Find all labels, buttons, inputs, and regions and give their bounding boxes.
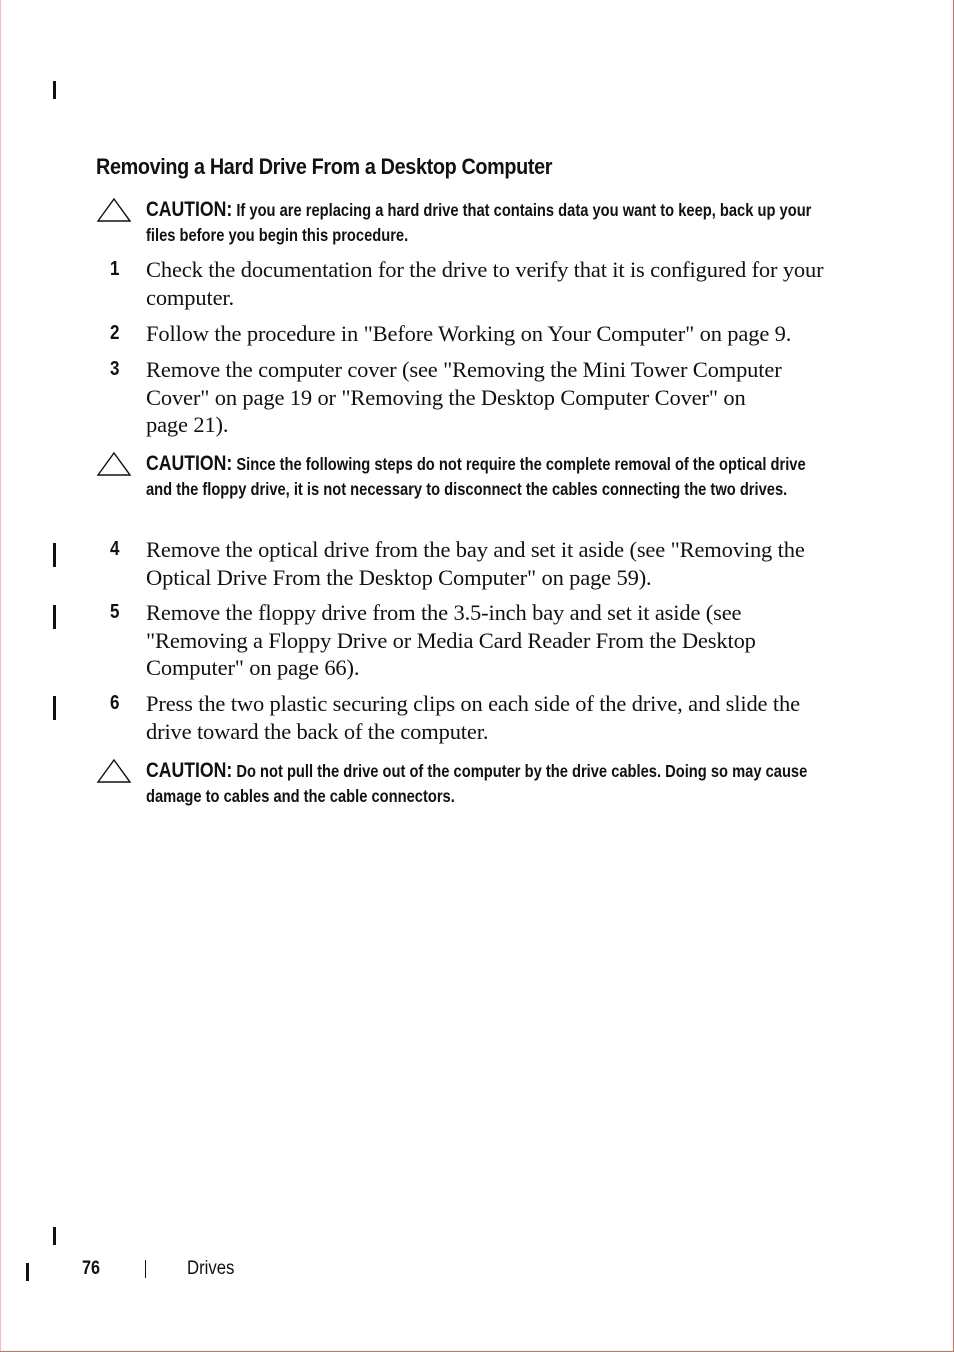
change-bar <box>53 81 56 99</box>
caution-triangle-icon <box>96 758 132 784</box>
step-text: Remove the optical drive from the bay and set it aside (see "Removing the Optical Drive From the Desktop Computer" on page 59). <box>146 537 805 590</box>
caution-text <box>146 197 835 248</box>
caution-body: Do not pull the drive out of the computer by the drive cables. Doing so may cause damage to cables and the cable connectors. <box>146 761 808 806</box>
page-edge-left <box>0 0 1 1352</box>
caution-label: CAUTION: <box>146 198 233 221</box>
caution-text <box>146 758 843 809</box>
caution-triangle-icon <box>96 451 132 477</box>
change-bar <box>26 1263 29 1281</box>
change-bar <box>53 1227 56 1245</box>
caution-text <box>146 451 818 502</box>
change-bar <box>53 696 56 720</box>
step-text: Check the documentation for the drive to verify that it is configured for your computer. <box>146 257 824 310</box>
change-bar <box>53 543 56 567</box>
step-text: Press the two plastic securing clips on each side of the drive, and slide the drive toward the back of the computer. <box>146 691 800 744</box>
caution-body: If you are replacing a hard drive that contains data you want to keep, back up your files before you begin this procedure. <box>146 200 812 245</box>
caution-label: CAUTION: <box>146 759 233 782</box>
caution-label: CAUTION: <box>146 452 233 475</box>
step-number: 4 <box>110 538 120 560</box>
caution-body: Since the following steps do not require the complete removal of the optical drive and the floppy drive, it is not necessary to disconnect the cables connecting the two drives. <box>146 454 806 499</box>
step-number: 1 <box>110 258 120 280</box>
change-bar <box>53 605 56 629</box>
step-text: Remove the computer cover (see "Removing the Mini Tower Computer Cover" on page 19 or "Removing the Desktop Computer Cover" on page 21). <box>146 357 782 437</box>
step-number: 6 <box>110 692 120 714</box>
step-number: 5 <box>110 601 120 623</box>
step-number: 3 <box>110 358 120 380</box>
section-title: Removing a Hard Drive From a Desktop Computer <box>96 154 553 179</box>
step-text: Follow the procedure in "Before Working on Your Computer" on page 9. <box>146 321 792 346</box>
step-text: Remove the floppy drive from the 3.5-inch bay and set it aside (see "Removing a Floppy Drive or Media Card Reader From the Desktop Computer" on page 66). <box>146 600 756 680</box>
chapter-title: Drives <box>187 1258 235 1279</box>
page-number: 76 <box>82 1258 100 1279</box>
step-number: 2 <box>110 322 120 344</box>
footer-divider <box>145 1260 146 1278</box>
caution-triangle-icon <box>96 197 132 223</box>
